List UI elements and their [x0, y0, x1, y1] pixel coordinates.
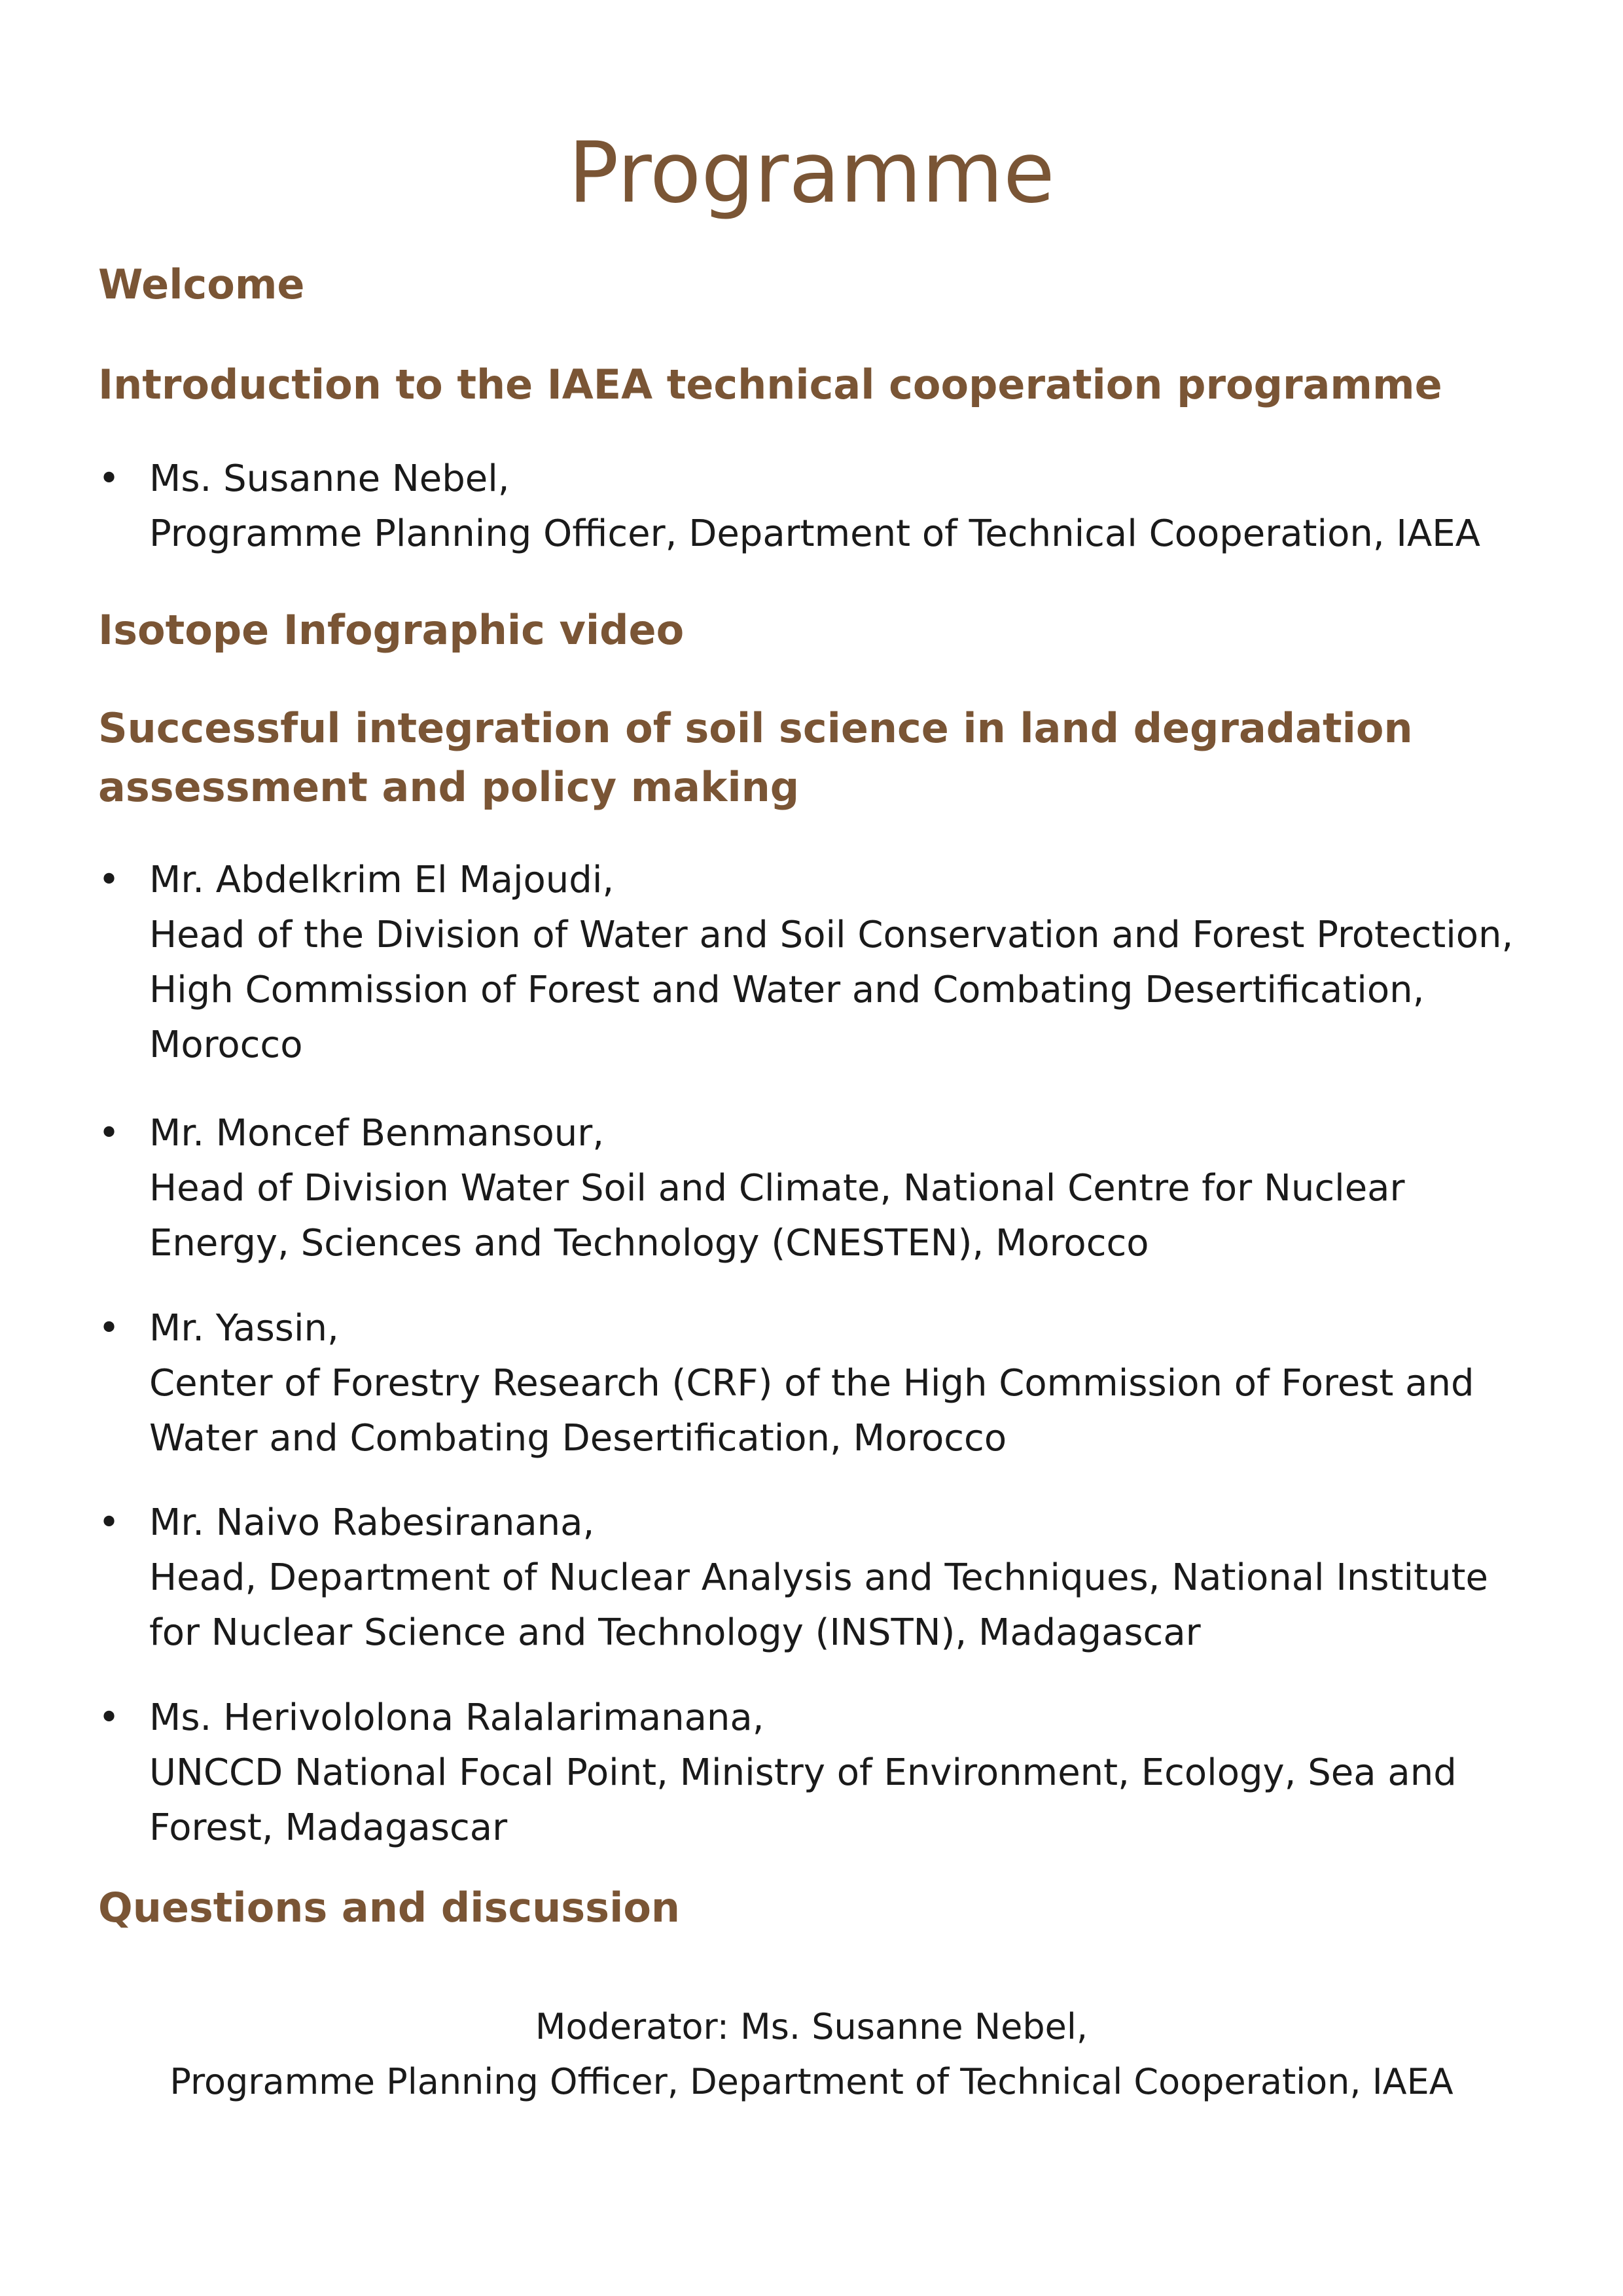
bullet-icon: • — [98, 1307, 120, 1350]
speaker-role: Head, Department of Nuclear Analysis and Techniques, National Institute — [149, 1556, 1488, 1599]
speaker-text — [149, 1691, 1457, 1856]
section-integration-line: Successful integration of soil science in land degradation — [98, 704, 1413, 752]
speaker-role: Energy, Sciences and Technology (CNESTEN), Morocco — [149, 1222, 1149, 1265]
speaker-role: Morocco — [149, 1024, 303, 1066]
bullet-icon: • — [98, 859, 120, 901]
speaker-role: Center of Forestry Research (CRF) of the High Commission of Forest and — [149, 1362, 1474, 1405]
speaker-text — [149, 853, 1513, 1073]
page-title: Programme — [568, 124, 1055, 222]
bullet-icon: • — [98, 1501, 120, 1544]
speaker-name: Mr. Yassin, — [149, 1307, 339, 1350]
speaker-role: High Commission of Forest and Water and Combating Desertification, — [149, 969, 1425, 1011]
bullet-icon: • — [98, 1696, 120, 1739]
moderator-name: Moderator: Ms. Susanne Nebel, — [535, 2006, 1088, 2047]
speaker-role: Forest, Madagascar — [149, 1806, 508, 1849]
speaker-role: Head of Division Water Soil and Climate, National Centre for Nuclear — [149, 1167, 1405, 1210]
moderator-block — [0, 2000, 1623, 2109]
moderator-role: Programme Planning Officer, Department of Technical Cooperation, IAEA — [169, 2061, 1454, 2102]
bullet-icon: • — [98, 1112, 120, 1155]
section-isotope: Isotope Infographic video — [98, 606, 685, 654]
section-welcome: Welcome — [98, 260, 305, 308]
speaker-text — [149, 452, 1480, 562]
section-intro: Introduction to the IAEA technical cooperation programme — [98, 361, 1442, 408]
section-questions: Questions and discussion — [98, 1884, 681, 1931]
speaker-role: Programme Planning Officer, Department of Technical Cooperation, IAEA — [149, 512, 1480, 555]
bullet-icon: • — [98, 457, 120, 500]
speaker-name: Ms. Susanne Nebel, — [149, 457, 510, 500]
speaker-text — [149, 1301, 1474, 1466]
speaker-role: Water and Combating Desertification, Morocco — [149, 1417, 1007, 1460]
section-integration-line: assessment and policy making — [98, 763, 800, 811]
speaker-role: Head of the Division of Water and Soil Conservation and Forest Protection, — [149, 914, 1514, 956]
speaker-text — [149, 1106, 1405, 1271]
speaker-name: Mr. Naivo Rabesiranana, — [149, 1501, 595, 1544]
speaker-name: Mr. Moncef Benmansour, — [149, 1112, 605, 1155]
speaker-name: Ms. Herivololona Ralalarimanana, — [149, 1696, 764, 1739]
speaker-name: Mr. Abdelkrim El Majoudi, — [149, 859, 615, 901]
speaker-role: UNCCD National Focal Point, Ministry of Environment, Ecology, Sea and — [149, 1751, 1457, 1794]
speaker-text — [149, 1496, 1488, 1660]
speaker-role: for Nuclear Science and Technology (INSTN), Madagascar — [149, 1611, 1201, 1654]
section-integration — [98, 699, 1413, 817]
